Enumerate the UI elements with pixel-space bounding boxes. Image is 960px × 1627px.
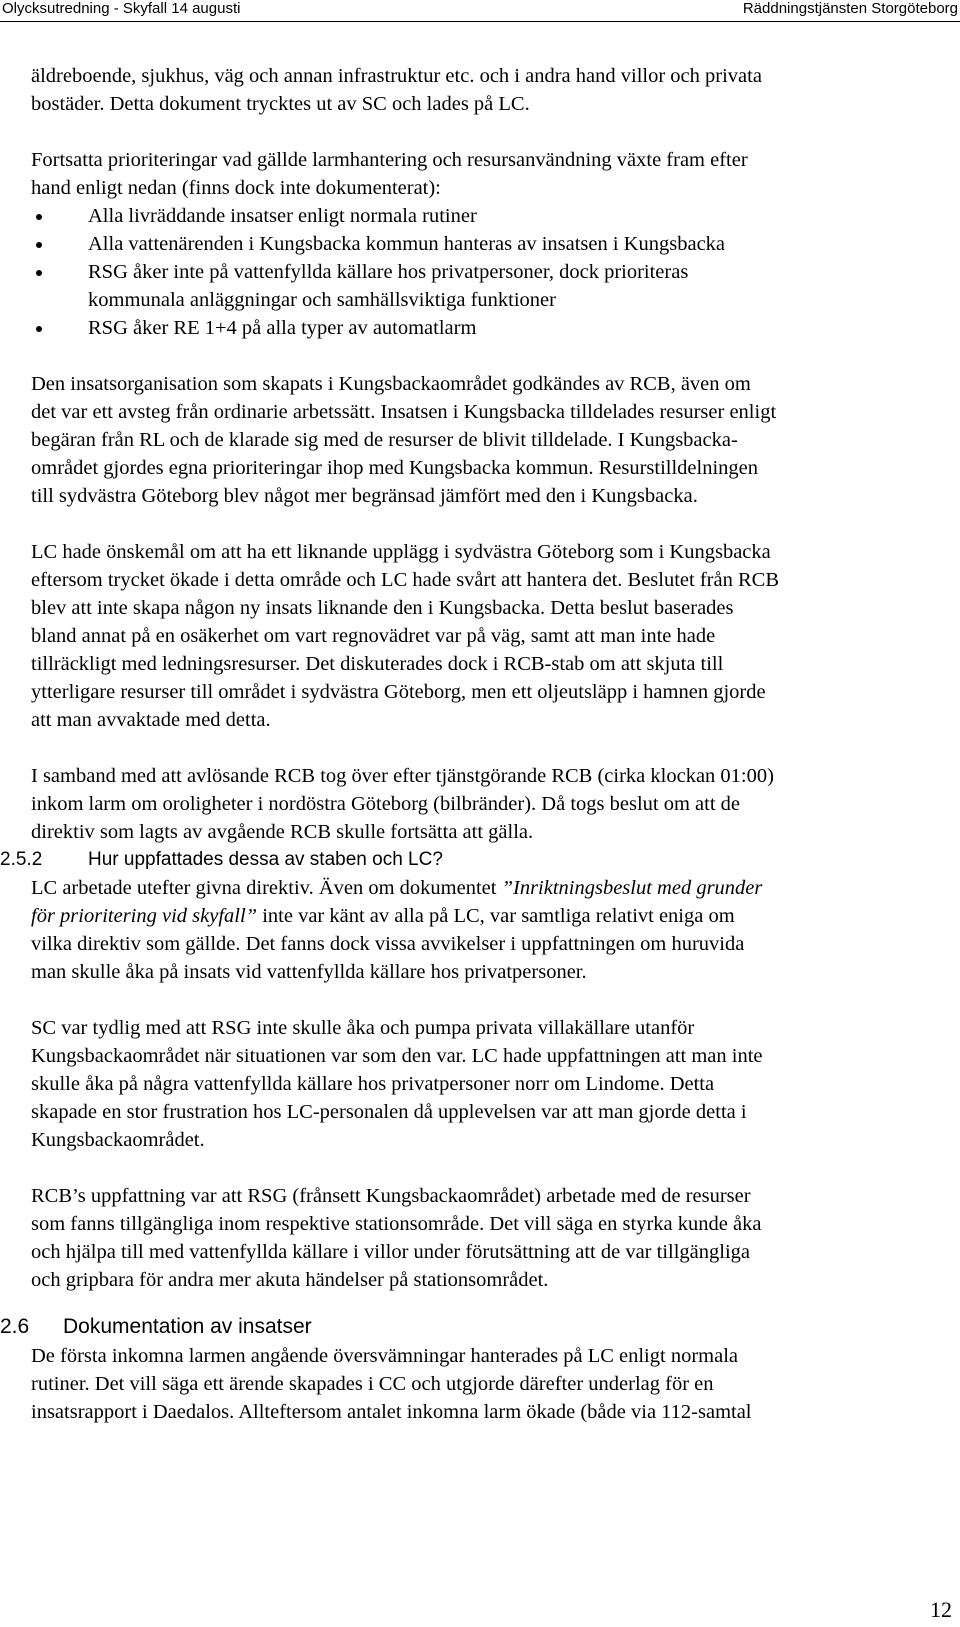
header-document-title: Olycksutredning - Skyfall 14 augusti bbox=[2, 0, 241, 17]
paragraph-5: I samband med att avlösande RCB tog över efter tjänstgörande RCB (cirka klockan 01:00) inkom larm om oroligheter i nordöstra Göteborg (bilbränder). Då togs beslut om att de direktiv som lagts av avgående RCB skulle fortsätta att gälla. bbox=[31, 765, 774, 843]
paragraph-7: SC var tydlig med att RSG inte skulle åka och pumpa privata villakällare utanför Kungsbackaområdet när situationen var som den var. LC hade uppfattningen att man inte skulle åka på några vattenfyllda källare hos privatpersoner norr om Lindome. Detta skapade en stor frustration hos LC-personalen då upplevelsen var att man gjorde detta i Kungsbackaområdet. bbox=[31, 1017, 763, 1151]
bullet-icon bbox=[36, 326, 42, 332]
header-rule bbox=[0, 21, 960, 22]
bullet-icon bbox=[36, 270, 42, 276]
page-number: 12 bbox=[930, 1597, 952, 1622]
paragraph-4: LC hade önskemål om att ha ett liknande upplägg i sydvästra Göteborg som i Kungsbacka eftersom trycket ökade i detta område och LC hade svårt att hantera det. Beslutet från RCB blev att inte skapa någon ny insats liknande den i Kungsbacka. Detta beslut baserades bland annat på en osäkerhet om vart regnovädret var på väg, samt att man inte hade tillräckligt med ledningsresurser. Det diskuterades dock i RCB-stab om att skjuta till ytterligare resurser till området i sydvästra Göteborg, men ett oljeutsläpp i hamnen gjorde att man avvaktade med detta. bbox=[31, 541, 779, 731]
list-item: RSG åker RE 1+4 på alla typer av automatlarm bbox=[31, 314, 951, 342]
paragraph-3: Den insatsorganisation som skapats i Kungsbackaområdet godkändes av RCB, även om det var ett avsteg från ordinarie arbetssätt. Insatsen i Kungsbacka tilldelades resurser enligt begäran från RL och de klarade sig med de resurser de blivit tilldelade. I Kungsbacka- området gjordes egna prioriteringar ihop med Kungsbacka kommun. Resurstilldelningen till sydvästra Göteborg blev något mer begränsad jämfört med den i Kungsbacka. bbox=[31, 373, 777, 507]
section-heading-2-5-2 bbox=[0, 846, 951, 874]
header-organization: Räddningstjänsten Storgöteborg bbox=[742, 0, 958, 17]
section-title: Dokumentation av insatser bbox=[63, 1315, 312, 1338]
list-item: Alla vattenärenden i Kungsbacka kommun hanteras av insatsen i Kungsbacka bbox=[31, 230, 951, 258]
document-title-quote: för prioritering vid skyfall” bbox=[31, 905, 258, 927]
section-title: Hur uppfattades dessa av staben och LC? bbox=[88, 849, 443, 870]
bullet-icon bbox=[36, 242, 42, 248]
priority-list bbox=[31, 202, 951, 342]
paragraph-1 bbox=[31, 62, 951, 118]
text-line: Fortsatta prioriteringar vad gällde larmhantering och resursanvändning växte fram efter bbox=[31, 149, 748, 171]
paragraph-8: RCB’s uppfattning var att RSG (frånsett Kungsbackaområdet) arbetade med de resurser som fanns tillgängliga inom respektive stationsområde. Det vill säga en styrka kunde åka och hjälpa till med vattenfyllda källare i villor under förutsättning att de var tillgängliga och gripbara för andra mer akuta händelser på stationsområdet. bbox=[31, 1185, 762, 1291]
bullet-icon bbox=[36, 214, 42, 220]
document-title-quote: ”Inriktningsbeslut med grunder bbox=[501, 877, 763, 899]
list-item: Alla livräddande insatser enligt normala rutiner bbox=[31, 202, 951, 230]
paragraph-9: De första inkomna larmen angående översvämningar hanterades på LC enligt normala rutiner. Det vill säga ett ärende skapades i CC och utgjorde därefter underlag för en insatsrapport i Daedalos. Allteftersom antalet inkomna larm ökade (både via 112-samtal bbox=[31, 1345, 752, 1423]
paragraph-2 bbox=[31, 146, 951, 202]
paragraph-6: LC arbetade utefter givna direktiv. Även om dokumentet ”Inriktningsbeslut med grunder för prioritering vid skyfall” inte var känt av alla på LC, var samtliga relativt eniga om vilka direktiv som gällde. Det fanns dock vissa avvikelser i uppfattningen om huruvida man skulle åka på insats vid vattenfyllda källare hos privatpersoner. bbox=[31, 877, 763, 983]
page-header bbox=[0, 0, 960, 26]
list-item: RSG åker inte på vattenfyllda källare hos privatpersoner, dock prioriteras kommunala anläggningar och samhällsviktiga funktioner bbox=[31, 258, 951, 314]
section-number: 2.5.2 bbox=[0, 849, 43, 870]
text-line: bostäder. Detta dokument trycktes ut av SC och lades på LC. bbox=[31, 93, 530, 115]
text-line: äldreboende, sjukhus, väg och annan infrastruktur etc. och i andra hand villor och privata bbox=[31, 65, 762, 87]
section-heading-2-6 bbox=[0, 1312, 951, 1342]
document-body bbox=[0, 62, 951, 1426]
text-line: hand enligt nedan (finns dock inte dokumenterat): bbox=[31, 177, 441, 199]
section-number: 2.6 bbox=[0, 1315, 30, 1338]
